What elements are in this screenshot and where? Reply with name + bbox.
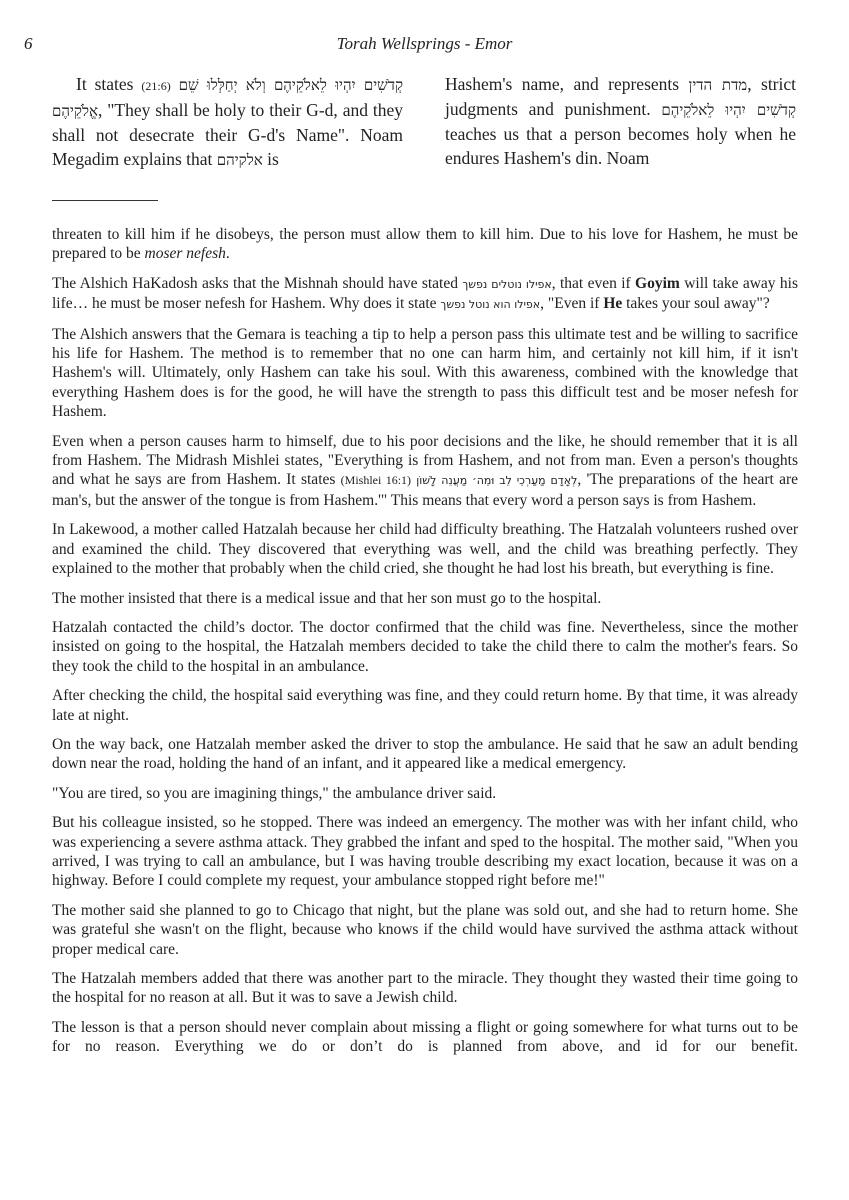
verse-reference: (Mishlei 16:1) [340, 473, 412, 488]
text: Even when a person causes harm to himself, due to his poor decisions and the like, he should remember that it is all from Hashem. The Midrash Mishlei states, "Everything is from Hashem, and not from man. Even a person's thoughts and what he says are from Hashem. It states [52, 432, 798, 489]
footnote-paragraph: The Alshich answers that the Gemara is teaching a tip to help a person pass this ultimate test and be willing to sacrifice his life for Hashem. The method is to remember that no one can harm him, and certainly not kill him, if it isn't Hashem's will. Ultimately, only Hashem can take his soul. With this awareness, combined with the knowledge that everything Hashem does is for the good, he will have the strength to pass this difficult test and be moser nefesh for Hashem. [52, 325, 798, 421]
verse-reference: (21:6) [141, 79, 171, 93]
hebrew-phrase: אפילו הוא נוטל נפשך [440, 298, 541, 312]
text: The Alshich HaKadosh asks that the Mishnah should have stated [52, 274, 458, 292]
text: is [267, 149, 279, 169]
text: It states [76, 74, 134, 94]
main-paragraph-right [445, 72, 796, 170]
text: , "They shall be holy to their G-d, and they shall not desecrate their G-d's Name". Noam Megadim explains that [52, 100, 403, 169]
hebrew-word: אלקיהם [216, 151, 263, 169]
hebrew-verse: קְדֹשִׁים יִהְיוּ לֵאלֹקֵיהֶם [661, 101, 796, 119]
footnote-divider [52, 200, 158, 201]
bold-term: Goyim [635, 274, 680, 292]
text: , 'The preparations of the heart are man's, but the answer of the tongue is from Hashem.'" This means that every word a person says is from Hashem. [52, 471, 799, 509]
footnote-paragraph: "You are tired, so you are imagining things," the ambulance driver said. [52, 784, 497, 802]
text: takes your soul away"? [626, 295, 770, 313]
text: . [225, 245, 230, 263]
footnote-paragraph: On the way back, one Hatzalah member asked the driver to stop the ambulance. He said that he saw an adult bending down near the road, holding the hand of an infant, and it appeared like a medical emergency. [52, 735, 798, 773]
main-paragraph-left [52, 72, 403, 172]
text: , that even if [551, 274, 631, 292]
text: threaten to kill him if he disobeys, the person must allow them to kill him. Due to his love for Hashem, he must be prepared to be [52, 226, 798, 263]
footnote-paragraph: The lesson is that a person should never complain about missing a flight or going somewhere for what turns out to be for no reason. Everything we do or don’t do is planned from above, and id for our benefit. [52, 1018, 798, 1056]
footnote-paragraph: After checking the child, the hospital said everything was fine, and they could return home. By that time, it was already late at night. [52, 687, 798, 724]
bold-term: He [603, 295, 623, 313]
hebrew-phrase: מדת הדין [688, 76, 748, 94]
footnote-paragraph: The mother said she planned to go to Chicago that night, but the plane was sold out, and she had to return home. She was grateful she wasn't on the flight, because who knows if the child would have survived the asthma attack without proper medical care. [52, 901, 798, 958]
hebrew-phrase: אפילו נוטלים נפשך [462, 277, 552, 291]
text: will take away his life… he must be moser nefesh for Hashem. Why does it state [52, 274, 798, 313]
footnote-paragraph: But his colleague insisted, so he stopped. There was indeed an emergency. The mother was with her infant child, who was experiencing a severe asthma attack. They grabbed the infant and sped to the hospital. The mother said, "When you arrived, I was trying to call an ambulance, but I was having trouble describing my exact location, because it was on a highway. Before I could complete my request, your ambulance stopped right before me!" [52, 814, 798, 890]
text: , "Even if [540, 295, 600, 313]
footnote-paragraph [52, 274, 798, 315]
running-header-title: Torah Wellsprings - Emor [336, 34, 513, 53]
footnote-paragraph: In Lakewood, a mother called Hatzalah because her child had difficulty breathing. The Hatzalah volunteers rushed over and examined the child. They discovered that everything was well, and the child was breathing perfectly. They explained to the mother that probably when the child cried, she thought he had lost his breath, but everything is fine. [52, 521, 798, 578]
footnote-paragraph: The Hatzalah members added that there was another part to the miracle. They thought they wasted their time going to the hospital for no reason at all. But it was to save a Jewish child. [52, 970, 798, 1007]
footnote-paragraph [52, 225, 798, 264]
italic-term: moser nefesh [144, 245, 226, 263]
text: Hashem's name, and represents [445, 74, 680, 94]
footnote-paragraph: Hatzalah contacted the child’s doctor. The doctor confirmed that the child was fine. Nevertheless, since the mother insisted on going to the hospital, the Hatzalah members decided to take the child there to calm the mother's fears. So they took the child to the hospital in an ambulance. [52, 618, 798, 675]
footnote-paragraph: The mother insisted that there is a medical issue and that her son must go to the hospital. [52, 589, 602, 607]
footnotes [52, 225, 798, 1067]
text: teaches us that a person becomes holy when he endures Hashem's din. Noam [445, 124, 796, 168]
main-column-right [445, 72, 796, 170]
text: , strict judgments and punishment. [445, 74, 796, 119]
hebrew-verse: קְדֹשִׁים יִהְיוּ לֵאלֹקֵיהֶם וְלֹא יְחַלְּלוּ שֵׁם אֱלֹקֵיהֶם [52, 76, 403, 120]
hebrew-verse: לְאָדָם מַעַרְכֵי לֵב וּמֵה׳ מַעֲנֵה לָשׁוֹן [416, 474, 578, 488]
main-column-left [52, 72, 403, 172]
footnote-paragraph [52, 432, 798, 511]
page-number: 6 [24, 34, 33, 53]
